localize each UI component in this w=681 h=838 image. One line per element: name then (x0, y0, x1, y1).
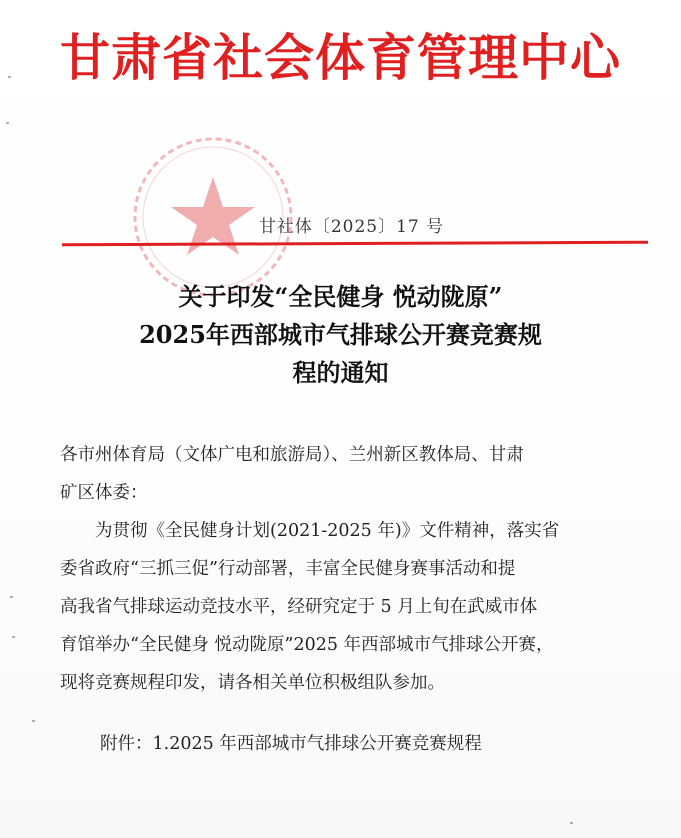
attachment-line: 附件：1.2025 年西部城市气排球公开赛竞赛规程 (100, 734, 482, 754)
scan-speck (570, 822, 573, 824)
addressee-line-1: 各市州体育局（文体广电和旅游局）、兰州新区教体局、甘肃 (60, 445, 524, 465)
org-header-title: 甘肃省社会体育管理中心 (60, 29, 621, 87)
notice-body (60, 436, 660, 702)
scan-speck (6, 122, 9, 124)
notice-title-line-3: 程的通知 (292, 358, 389, 387)
notice-title-line-2: 2025年西部城市气排球公开赛竞赛规 (139, 320, 542, 349)
notice-title-line-1: 关于印发“全民健身 悦动陇原” (178, 282, 503, 311)
scan-speck (10, 596, 13, 598)
body-paragraph-line-2: 委省政府“三抓三促”行动部署，丰富全民健身赛事活动和提 (60, 559, 516, 579)
addressee-line-2: 矿区体委： (60, 483, 148, 503)
body-paragraph-line-4: 育馆举办“全民健身 悦动陇原”2025 年西部城市气排球公开赛， (60, 635, 554, 655)
document-number: 甘社体〔2025〕17 号 (258, 217, 445, 237)
scan-speck (12, 636, 15, 638)
body-paragraph-line-1: 为贯彻《全民健身计划(2021-2025 年)》文件精神，落实省 (95, 521, 560, 541)
scan-speck (32, 720, 35, 722)
body-paragraph-line-5: 现将竞赛规程印发，请各相关单位积极组队参加。 (60, 673, 445, 693)
scan-speck (8, 76, 11, 78)
body-paragraph-line-3: 高我省气排球运动竞技水平，经研究定于 5 月上旬在武威市体 (60, 597, 538, 617)
notice-title (0, 278, 681, 392)
